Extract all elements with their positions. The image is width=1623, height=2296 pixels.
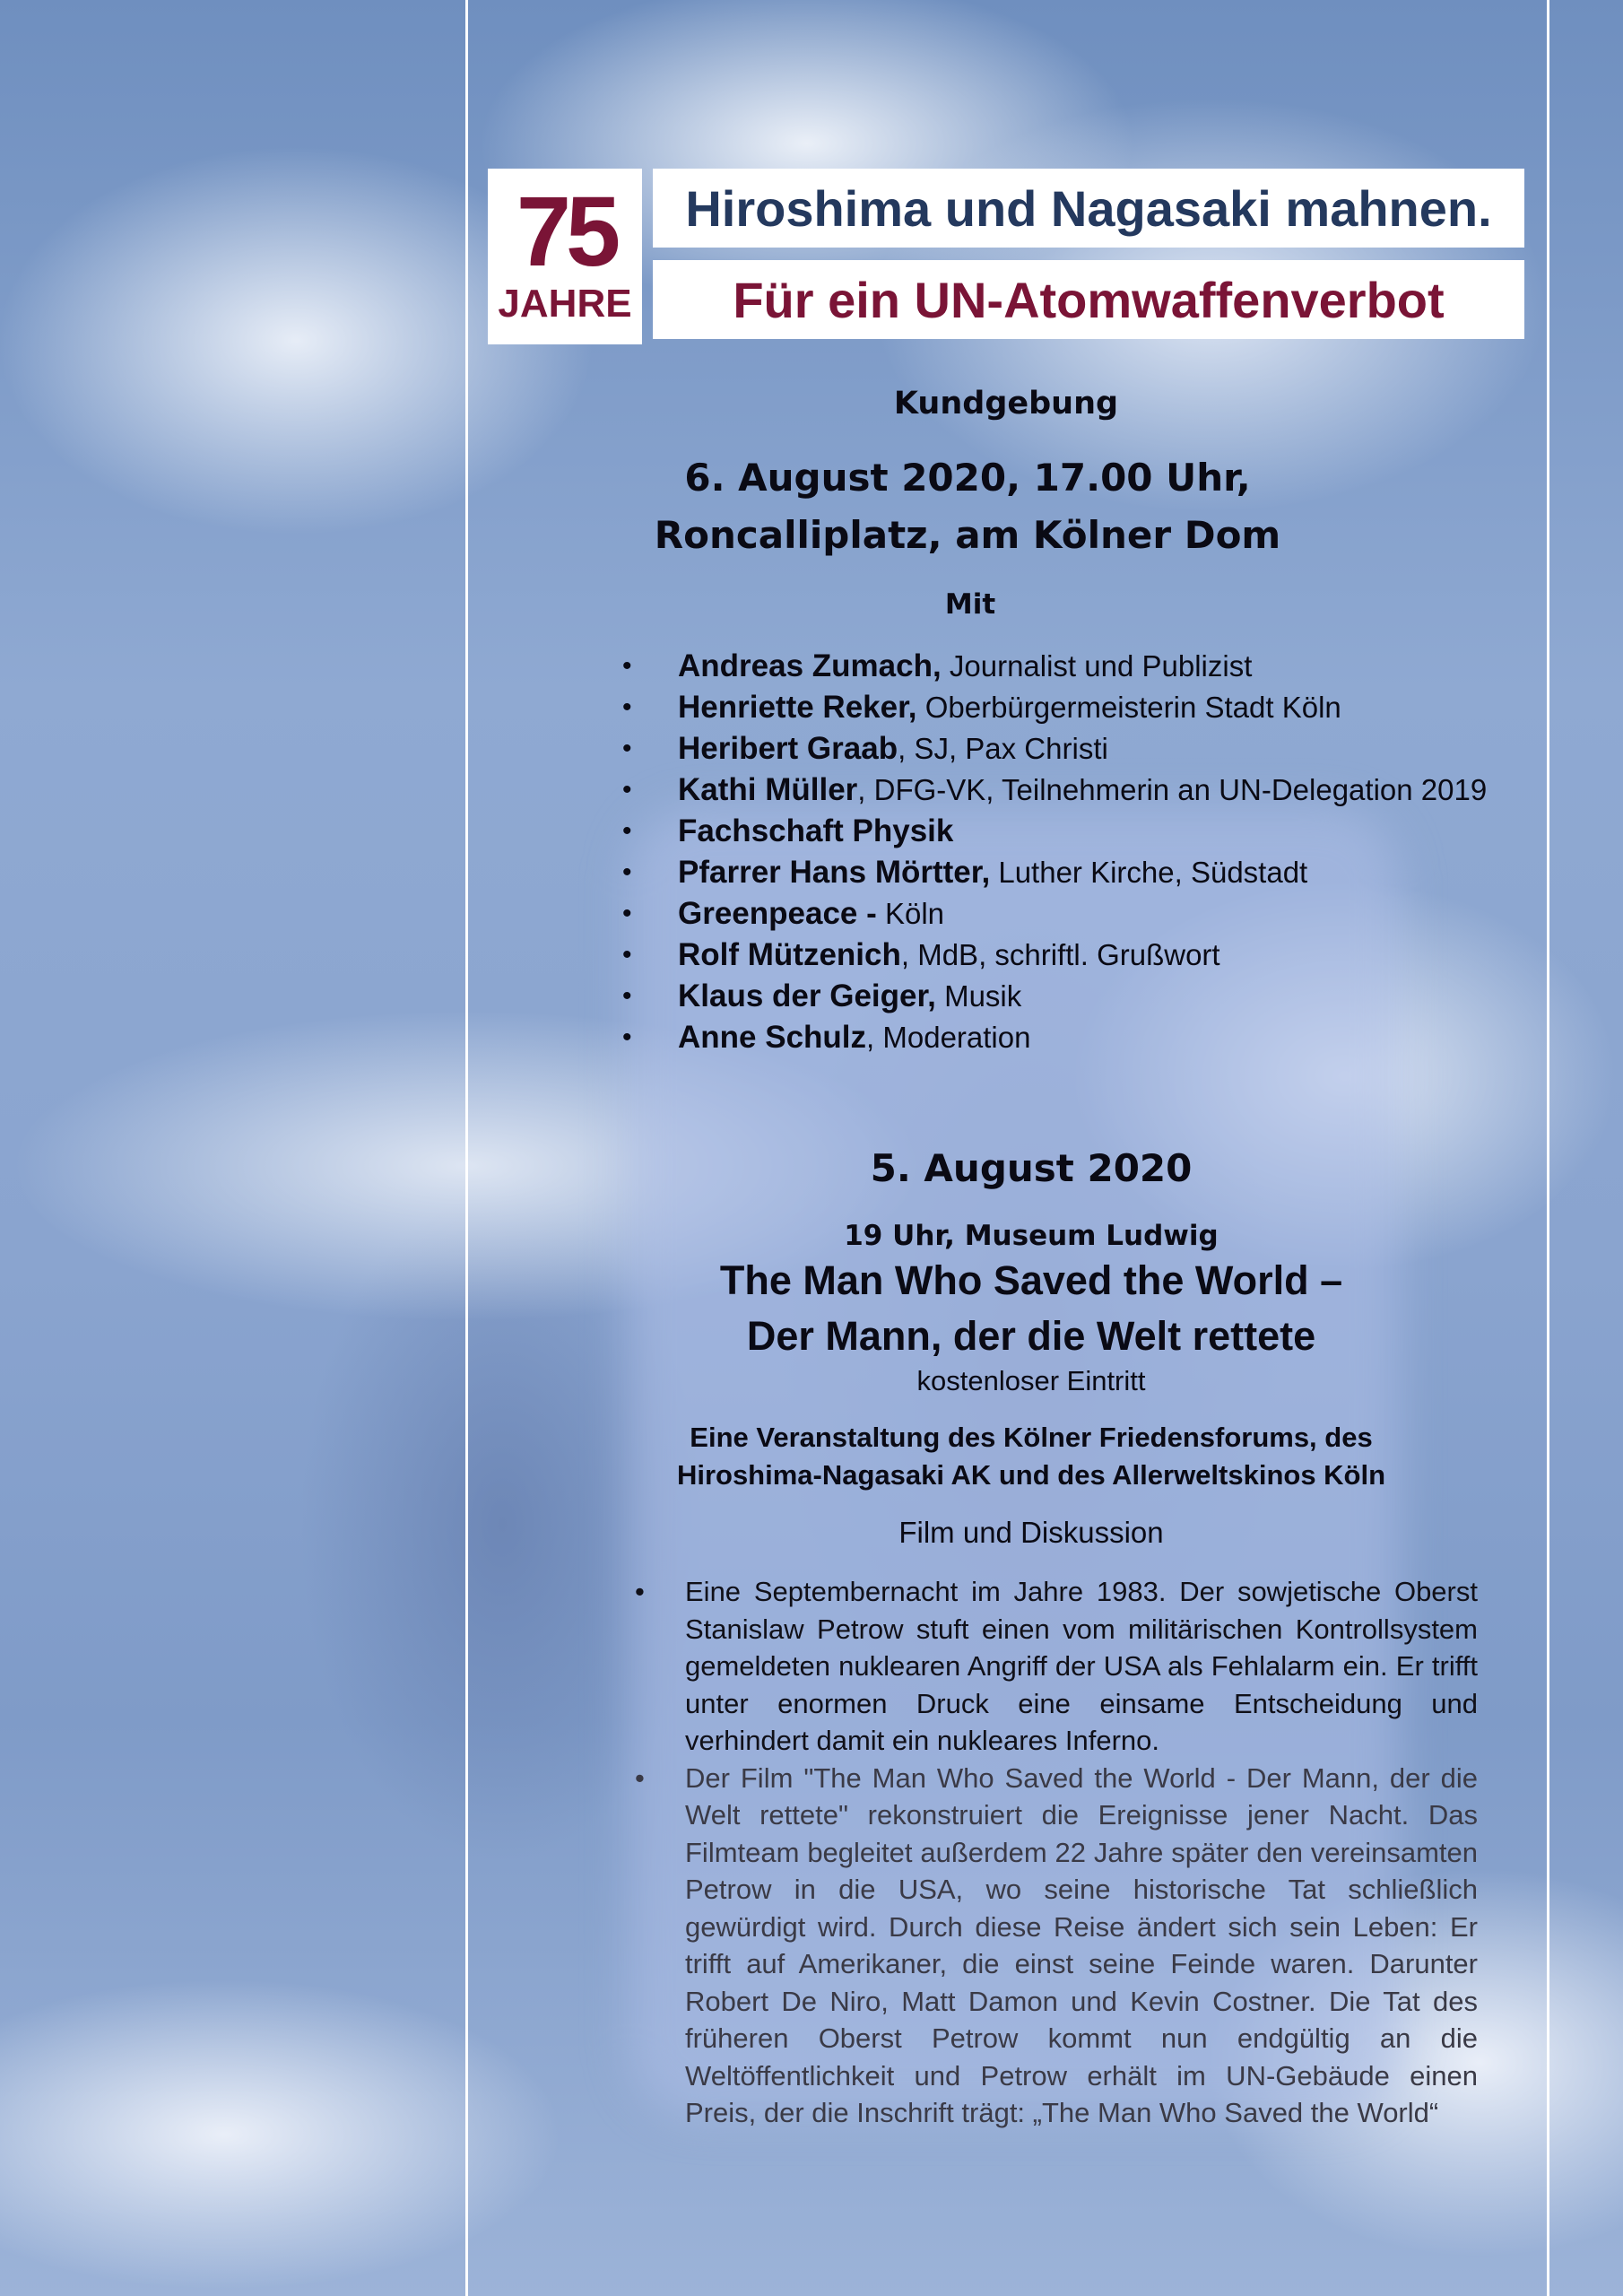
headline-banner: Hiroshima und Nagasaki mahnen. <box>653 169 1524 248</box>
list-item: • Henriette Reker, Oberbürgermeisterin Stadt Köln <box>622 687 1487 728</box>
list-item: • Kathi Müller, DFG-VK, Teilnehmerin an UN-Delegation 2019 <box>622 770 1487 811</box>
subheadline-banner: Für ein UN-Atomwaffenverbot <box>653 260 1524 339</box>
organizers: Eine Veranstaltung des Kölner Friedensforums, des Hiroshima-Nagasaki AK und des Allerweltskinos Köln <box>676 1422 1386 1491</box>
anniversary-logo <box>488 169 642 344</box>
description-paragraph: • Eine Septembernacht im Jahre 1983. Der sowjetische Oberst Stanislaw Petrow stuft einen vom militärischen Kontrollsystem gemeldeten nuklearen Angriff der USA als Fehlalarm ein. Er trifft unter enormen Druck eine einsame Entscheidung und verhindert damit ein nukleares Inferno. <box>635 1573 1478 1760</box>
film-time-place: 19 Uhr, Museum Ludwig <box>844 1220 1219 1252</box>
event-date: 6. August 2020, 17.00 Uhr, <box>684 456 1251 500</box>
admission-note: kostenloser Eintritt <box>916 1365 1146 1396</box>
list-item: • Klaus der Geiger, Musik <box>622 976 1487 1017</box>
left-border-line <box>465 0 468 2296</box>
event-location: Roncalliplatz, am Kölner Dom <box>654 513 1281 557</box>
list-item: • Rolf Mützenich, MdB, schriftl. Grußwort <box>622 935 1487 976</box>
event-format: Film und Diskussion <box>898 1516 1164 1549</box>
film-date: 5. August 2020 <box>870 1146 1193 1190</box>
with-label: Mit <box>944 588 996 621</box>
speaker-list <box>622 646 1487 1058</box>
description-paragraph: • Der Film "The Man Who Saved the World - Der Mann, der die Welt rettete" rekonstruiert die Ereignisse jener Nacht. Das Filmteam begleitet außerdem 22 Jahre später den vereinsamten Petrow in die USA, wo seine historische Tat schließlich gewürdigt wird. Durch diese Reise ändert sich sein Leben: Er trifft auf Amerikaner, die einst seine Feinde waren. Darunter Robert De Niro, Matt Damon und Kevin Costner. Die Tat des früheren Oberst Petrow kommt nun endgültig an die Weltöffentlichkeit und Petrow erhält im UN-Gebäude einen Preis, der die Inschrift trägt: „The Man Who Saved the World“ <box>635 1760 1478 2132</box>
list-item: • Anne Schulz, Moderation <box>622 1017 1487 1058</box>
right-border-line <box>1547 0 1549 2296</box>
film-description <box>635 1573 1478 2132</box>
list-item: • Pfarrer Hans Mörtter, Luther Kirche, Südstadt <box>622 852 1487 893</box>
film-title-german: Der Mann, der die Welt rettete <box>746 1313 1316 1359</box>
list-item: • Heribert Graab, SJ, Pax Christi <box>622 728 1487 770</box>
list-item: • Andreas Zumach, Journalist und Publizist <box>622 646 1487 687</box>
film-title: The Man Who Saved the World – <box>719 1257 1343 1303</box>
logo-number: 75 <box>516 177 616 287</box>
list-item: • Fachschaft Physik <box>622 811 1487 852</box>
logo-word: JAHRE <box>498 282 632 326</box>
event-type: Kundgebung <box>893 386 1119 422</box>
list-item: • Greenpeace - Köln <box>622 893 1487 935</box>
